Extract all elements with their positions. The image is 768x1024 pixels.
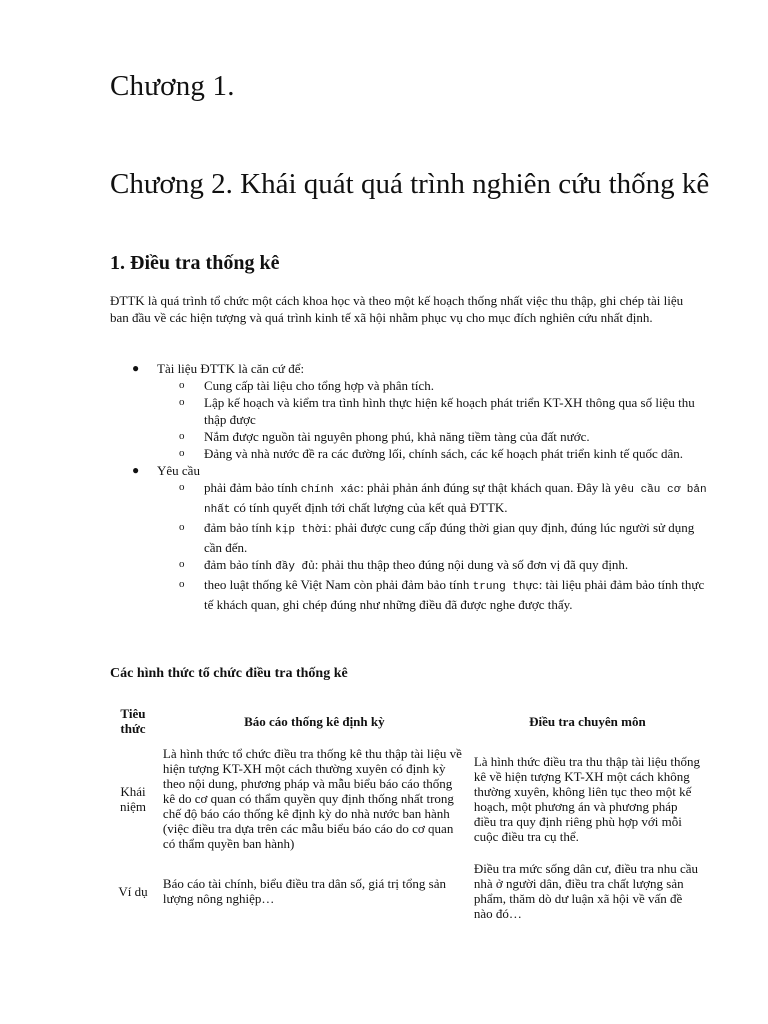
sub-list-requirements [157,479,710,613]
circle-bullet-icon: o [179,481,185,493]
circle-bullet-icon: o [179,430,185,442]
circle-bullet-icon: o [179,379,185,391]
header-periodic-report: Báo cáo thống kê định kỳ [244,713,385,729]
table-header-row [108,702,704,740]
row-header: Khái niệm [119,783,146,814]
sub-list-documents [157,377,710,462]
intro-paragraph: ĐTTK là quá trình tổ chức một cách khoa học và theo một kế hoạch thống nhất việc thu thập, ghi chép tài liệu ban đầu về các hiện tượng và quá trình kinh tế xã hội nhằm phục vụ cho mục đích nghiên cứu nhất định. [110,293,684,325]
sub-item: o theo luật thống kê Việt Nam còn phải đảm bảo tính trung thực: tài liệu phải đảm bảo tính thực tế khách quan, ghi chép đúng như những điều đã được nghe được thấy. [179,577,705,612]
bullet-dot-icon: ● [132,463,140,477]
bullet-documents [110,360,710,462]
circle-bullet-icon: o [179,396,185,408]
bullet-requirements [110,462,710,613]
bullet-label: Tài liệu ĐTTK là căn cứ để: [157,361,305,376]
circle-bullet-icon: o [179,578,185,590]
sub-item: o đảm bảo tính đầy đủ: phải thu thập theo đúng nội dung và số đơn vị đã quy định. [179,557,629,573]
chapter-2-heading: Chương 2. Khái quát quá trình nghiên cứu thống kê [110,168,710,200]
header-special-survey: Điều tra chuyên môn [529,713,646,729]
table-row [108,857,704,925]
table-cell: Là hình thức điều tra thu thập tài liệu thống kê về hiện tượng KT-XH một cách không thường xuyên, không liên tục theo một kế hoạch, một phương án và phương pháp điều tra quy định riêng phù hợp với mỗi cuộc điều tra cụ thể. [473,753,700,844]
table-row [108,742,704,855]
circle-bullet-icon: o [179,447,185,459]
sub-item: o Lập kế hoạch và kiểm tra tình hình thực hiện kế hoạch phát triển KT-XH thông qua số liệu thu thập được [179,395,695,427]
bullet-label: Yêu cầu [157,463,200,478]
table-cell: Báo cáo tài chính, biểu điều tra dân số, giá trị tổng sản lượng nông nghiệp… [162,876,446,906]
circle-bullet-icon: o [179,521,185,533]
sub-item: o đảm bảo tính kịp thời: phải được cung cấp đúng thời gian quy định, đúng lúc người sử dụng cần đến. [179,520,695,555]
sub-item: o Nắm được nguồn tài nguyên phong phú, khả năng tiềm tàng của đất nước. [179,429,590,444]
table-cell: Điều tra mức sống dân cư, điều tra nhu cầu nhà ở người dân, điều tra chất lượng sản phẩm, thăm dò dư luận xã hội về vấn đề nào đó… [473,861,698,921]
circle-bullet-icon: o [179,558,185,570]
section-heading-forms: Các hình thức tổ chức điều tra thống kê [110,666,348,681]
bullet-dot-icon: ● [132,361,140,375]
row-header: Ví dụ [118,883,148,899]
chapter-1-heading: Chương 1. [110,70,235,102]
table-cell: Là hình thức tổ chức điều tra thống kê thu thập tài liệu về hiện tượng KT-XH một cách thường xuyên có định kỳ theo nội dung, phương pháp và mẫu biểu báo cáo thống kê do cơ quan có thẩm quyền quy định thống nhất trong chế độ báo cáo thống kê định kỳ do nhà nước ban hành (việc điều tra dựa trên các mẫu biểu báo cáo do cơ quan có thẩm quyền ban hành) [162,746,462,851]
section-heading-survey: 1. Điều tra thống kê [110,252,280,274]
bullet-list [110,360,710,613]
comparison-table [106,700,706,927]
sub-item: o Cung cấp tài liệu cho tổng hợp và phân tích. [179,378,434,393]
sub-item: o phải đảm bảo tính chính xác: phải phản ánh đúng sự thật khách quan. Đây là yêu cầu cơ bản nhất có tính quyết định tới chất lượng của kết quả ĐTTK. [179,480,707,516]
sub-item: o Đảng và nhà nước đề ra các đường lối, chính sách, các kế hoạch phát triển kinh tế quốc dân. [179,446,684,461]
header-criteria: Tiêu thức [120,706,146,736]
